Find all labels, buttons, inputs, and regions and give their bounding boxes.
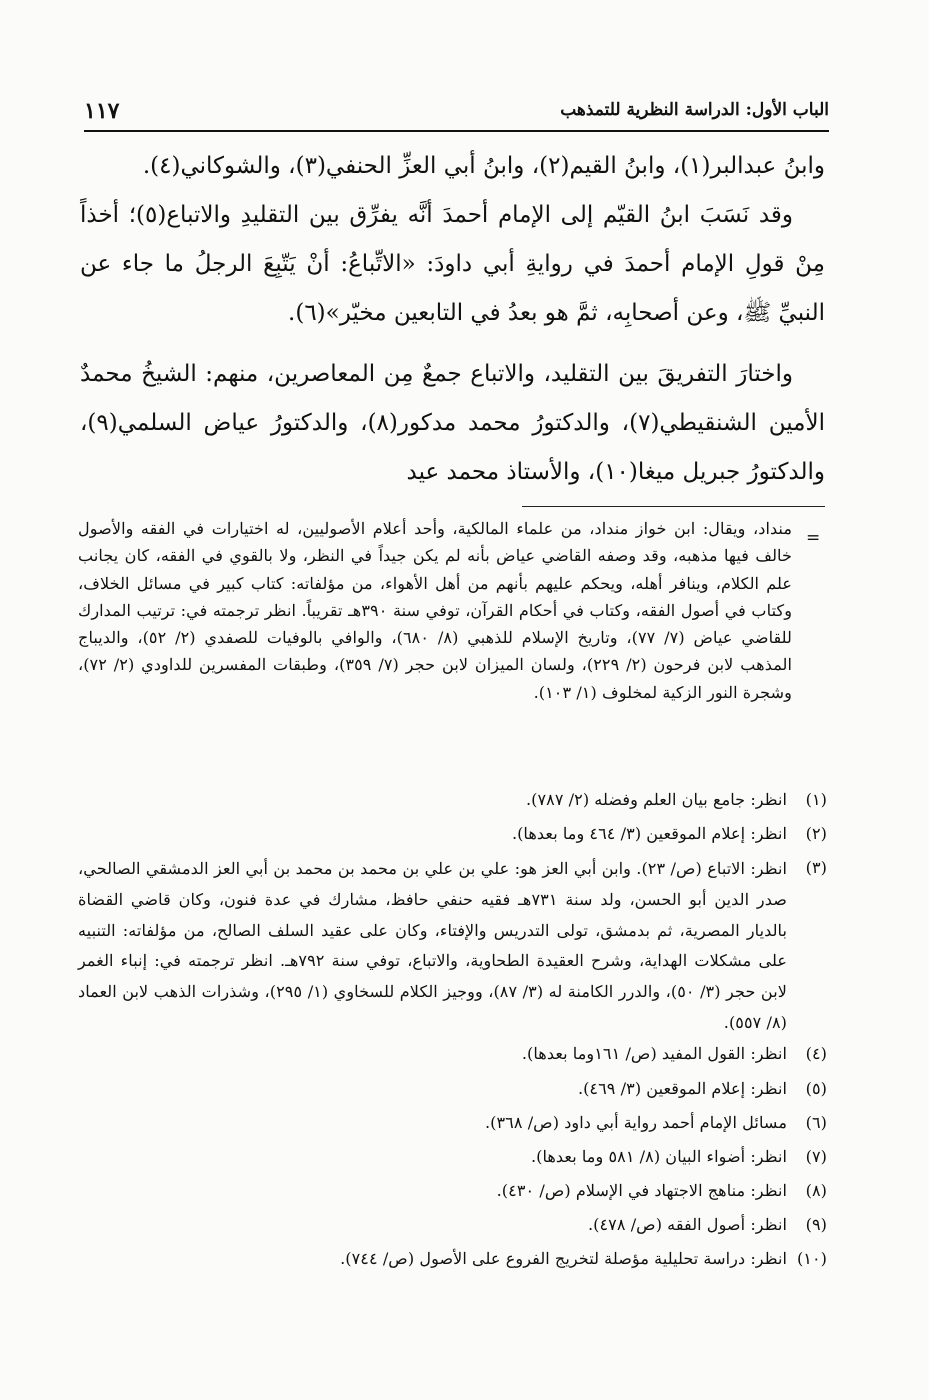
- footnote-divider: [522, 506, 825, 507]
- footnote-text: انظر: دراسة تحليلية مؤصلة لتخريج الفروع على الأصول (ص/ ٧٤٤).: [340, 1248, 787, 1268]
- running-header: [84, 96, 829, 132]
- footnote-number: (٤): [805, 1044, 827, 1064]
- paragraph: واختارَ التفريقَ بين التقليد، والاتباع جمعٌ مِن المعاصرين، منهم: الشيخُ محمدٌ الأمين الشنقيطي(٧)، والدكتورُ محمد مدكور(٨)، والدكتورُ عياض السلمي(٩)، والدكتورُ جبريل ميغا(١٠)، والأستاذ محمد عيد: [80, 361, 825, 485]
- footnote-text: مسائل الإمام أحمد رواية أبي داود (ص/ ٣٦٨).: [485, 1112, 787, 1132]
- footnote-item: [78, 1040, 827, 1067]
- paragraph: وابنُ عبدالبر(١)، وابنُ القيم(٢)، وابنُ أبي العزِّ الحنفي(٣)، والشوكاني(٤).: [142, 153, 825, 179]
- footnote-text: انظر: القول المفيد (ص/ ١٦١وما بعدها).: [521, 1044, 787, 1064]
- footnote-number: (١٠): [796, 1248, 827, 1268]
- footnote-number: (١): [805, 790, 827, 809]
- paragraph: وقد نَسَبَ ابنُ القيّم إلى الإمام أحمدَ أنَّه يفرِّق بين التقليدِ والاتباع(٥)؛ أخذاً مِنْ قولِ الإمام أحمدَ في روايةِ أبي داودَ: «الاتِّباعُ: أنْ يَتّبِعَ الرجلُ ما جاء عن النبيِّ ﷺ، وعن أصحابِه، ثمَّ هو بعدُ في التابعين مخيّر»(٦).: [80, 202, 825, 326]
- footnote-item: [78, 1143, 827, 1170]
- footnote-number: (٧): [805, 1146, 827, 1166]
- footnote-text: انظر: إعلام الموقعين (٣/ ٤٦٤ وما بعدها).: [511, 824, 787, 844]
- footnote-continuation: منداد، ويقال: ابن خواز منداد، من علماء المالكية، وأحد أعلام الأصوليين، له اختيارات في الفقه والأصول خالف فيها مذهبه، وقد وصفه القاضي عياض بأنه لم يكن جيداً في النظر، ولا بالقوي في الفقه، كان يجانب علم الكلام، وينافر أهله، ويحكم عليهم بأنهم من أهل الأهواء، من مؤلفاته: كتاب كبير في مسائل الخلاف، وكتاب في أصول الفقه، وكتاب في أحكام القرآن، توفي سنة ٣٩٠هـ تقريباً. انظر ترجمته في: ترتيب المدارك للقاضي عياض (٧/ ٧٧)، وتاريخ الإسلام للذهبي (٨/ ٦٨٠)، والوافي بالوفيات للصفدي (٢/ ٥٢)، والديباج المذهب لابن فرحون (٢/ ٢٢٩)، ولسان الميزان لابن حجر (٧/ ٣٥٩)، وطبقات المفسرين للداودي (٢/ ٧٢)، وشجرة النور الزكية لمخلوف (١/ ١٠٣).: [78, 519, 793, 702]
- footnote-number: (٢): [805, 824, 827, 844]
- footnote-item: [78, 1177, 827, 1204]
- footnote-item: [78, 820, 827, 847]
- footnote-item: [78, 1075, 827, 1102]
- footnote-item: [78, 1211, 827, 1238]
- footnote-number: (٥): [805, 1078, 827, 1098]
- footnote-text: انظر: جامع بيان العلم وفضله (٢/ ٧٨٧).: [525, 790, 787, 809]
- footnote-text: انظر: أضواء البيان (٨/ ٥٨١ وما بعدها).: [530, 1146, 787, 1166]
- footnote-text: انظر: إعلام الموقعين (٣/ ٤٦٩).: [577, 1078, 787, 1098]
- main-text: [80, 142, 825, 497]
- footnote-item: [78, 786, 827, 813]
- footnote-item: [78, 1245, 827, 1272]
- footnote-continuation-mark: =: [806, 528, 821, 548]
- footnote-number: (٣): [805, 858, 827, 878]
- footnote-text: انظر: مناهج الاجتهاد في الإسلام (ص/ ٤٣٠).: [496, 1180, 787, 1200]
- footnote-number: (٦): [805, 1112, 827, 1132]
- footnote-text: انظر: الاتباع (ص/ ٢٣). وابن أبي العز هو: علي بن علي بن محمد بن محمد بن أبي العز الدمشقي الصالحي، صدر الدين أبو الحسن، ولد سنة ٧٣١هـ فقيه حنفي حافظ، مشارك في عدة فنون، وكان قاضي القضاة بالديار المصرية، ثم بدمشق، تولى التدريس والإفتاء، وكان على عقيد السلف الصالح، من مؤلفاته: التنبيه على مشكلات الهداية، وشرح العقيدة الطحاوية، والاتباع، توفي سنة ٧٩٢هـ. انظر ترجمته في: إنباء الغمر لابن حجر (٣/ ٥٠)، والدرر الكامنة له (٣/ ٨٧)، ووجيز الكلام للسخاوي (١/ ٢٩٥)، وشذرات الذهب لابن العماد (٨/ ٥٥٧).: [78, 859, 788, 1032]
- footnote-number: (٨): [805, 1180, 827, 1200]
- footnote-item: [78, 854, 827, 1038]
- footnote-number: (٩): [805, 1214, 827, 1234]
- footnote-list: [78, 786, 827, 1279]
- footnote-text: انظر: أصول الفقه (ص/ ٤٧٨).: [587, 1214, 787, 1234]
- chapter-title: الباب الأول: الدراسة النظرية للتمذهب: [560, 100, 829, 120]
- footnote-item: [78, 1109, 827, 1136]
- page-number: ١١٧: [84, 98, 120, 124]
